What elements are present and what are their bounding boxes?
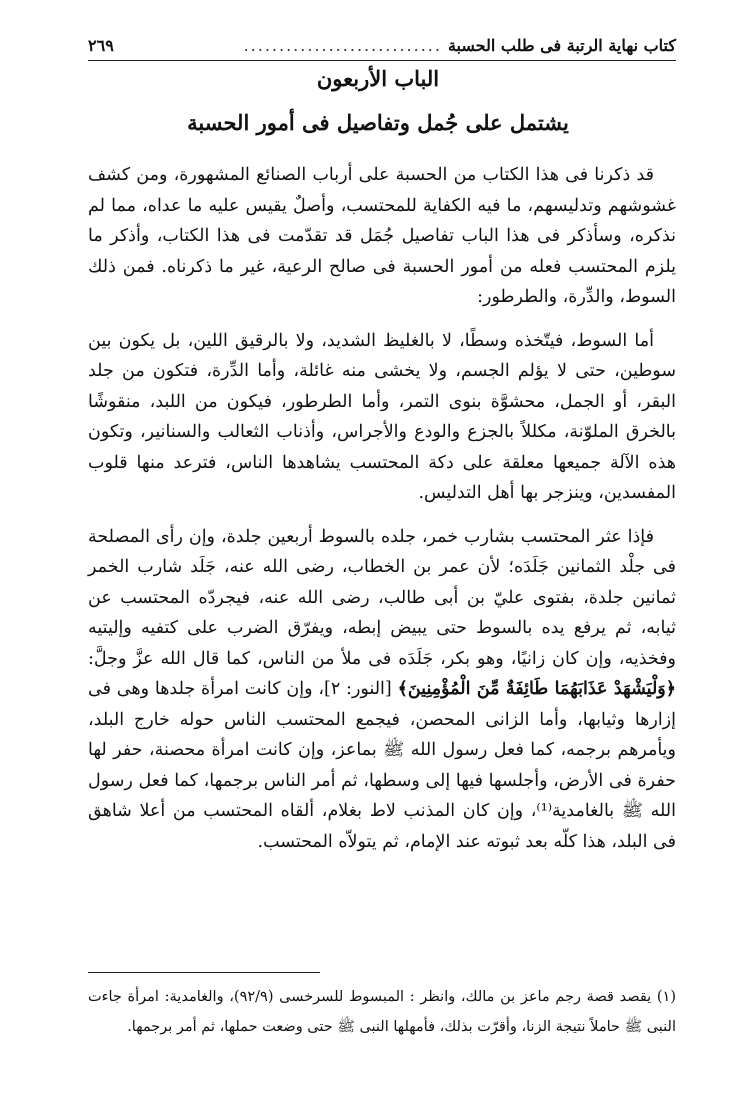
- running-header: [88, 30, 676, 61]
- footnote: (١) يقصد قصة رجم ماعز بن مالك، وانظر : المبسوط للسرخسى (٩٢/٩)، والغامدية: امرأة جاءت النبى ﷺ حاملاً نتيجة الزنا، وأقرّت بذلك، فأمهلها النبى ﷺ حتى وضعت حملها، ثم أمر برجمها.: [88, 989, 677, 1035]
- paragraph-punishments-part2: [النور: ٢]، وإن كانت امرأة جلدها وهى فى إزارها وثيابها، وأما الزانى المحصن، فيجمع المحتسب الناس حوله خارج البلد، ويأمرهم برجمه، كما فعل رسول الله ﷺ بماعز، وإن كانت امرأة محصنة، حفر لها حفرة فى الأرض، وأجلسها فيها إلى وسطها، ثم أمر الناس برجمها، كما فعل رسول الله ﷺ بالغامدية⁽¹⁾، وإن كان المذنب لاط بغلام، ألقاه المحتسب من أعلا شاهق فى البلد، هذا كلّه بعد ثبوته عند الإمام، ثم يتولاّه المحتسب.: [88, 679, 676, 852]
- paragraph-tools: أما السوط، فيتّخذه وسطًا، لا بالغليظ الشديد، ولا بالرقيق اللين، بل يكون بين سوطين، حتى لا يؤلم الجسم، ولا يخشى منه غائلة، وأما الدِّرة، فتكون من جلد البقر، أو الجمل، محشوَّة بنوى التمر، وأما الطرطور، فيكون من اللبد، منقوشًا بالخرق الملوّنة، مكللاً بالجزع والودع والأجراس، وأذناب الثعالب والسنانير، وتكون هذه الآلة جميعها معلقة على دكة المحتسب يشاهدها الناس، فترعد منها قلوب المفسدين، وينزجر بها أهل التدليس.: [88, 330, 676, 503]
- paragraph-punishments: [88, 522, 676, 858]
- paragraph-intro: قد ذكرنا فى هذا الكتاب من الحسبة على أرباب الصنائع المشهورة، ومن كشف غشوشهم وتدليسهم، ما فيه الكفاية للمحتسب، وأصلٌ يقيس عليه ما عداه، مما لم نذكره، وسأذكر فى هذا الباب تفاصيل جُمَل قد تقدّمت فى هذا الكتاب، وأذكر ما يلزم المحتسب فعله من أمور الحسبة فى صالح الرعية، غير ما ذكرناه. فمن ذلك السوط، والدِّرة، والطرطور:: [88, 165, 676, 307]
- chapter-title: الباب الأربعون: [316, 66, 440, 91]
- footnote-separator: [88, 972, 320, 973]
- paragraph-punishments-part1: فإذا عثر المحتسب بشارب خمر، جلده بالسوط أربعين جلدة، وإن رأى المصلحة فى جلْد الثمانين جَلَدَه؛ لأن عمر بن الخطاب، رضى الله عنه، جَلَد شارب الخمر ثمانين جلدة، بفتوى عليّ بن أبى طالب، رضى الله عنه، فيجردّه المحتسب عن ثيابه، ثم يرفع يده بالسوط حتى يبيض إبطه، ويفرّق الضرب على كتفيه وإليتيه وفخذيه، وإن كان زانيًا، وهو بكر، جَلَدَه فى ملأ من الناس، كما قال الله عزَّ وجلَّ:: [88, 526, 676, 669]
- quran-verse: ﴿وَلْيَشْهَدْ عَذَابَهُمَا طَائِفَةٌ مِّنَ الْمُؤْمِنِينَ﴾: [397, 679, 677, 699]
- book-title: كتاب نهاية الرتبة فى طلب الحسبة: [447, 35, 676, 55]
- header-dot-leader: ............................: [243, 35, 442, 55]
- page-number: ٢٦٩: [88, 35, 114, 55]
- chapter-subtitle: يشتمل على جُمل وتفاصيل فى أمور الحسبة: [187, 110, 569, 135]
- main-text: [88, 160, 676, 870]
